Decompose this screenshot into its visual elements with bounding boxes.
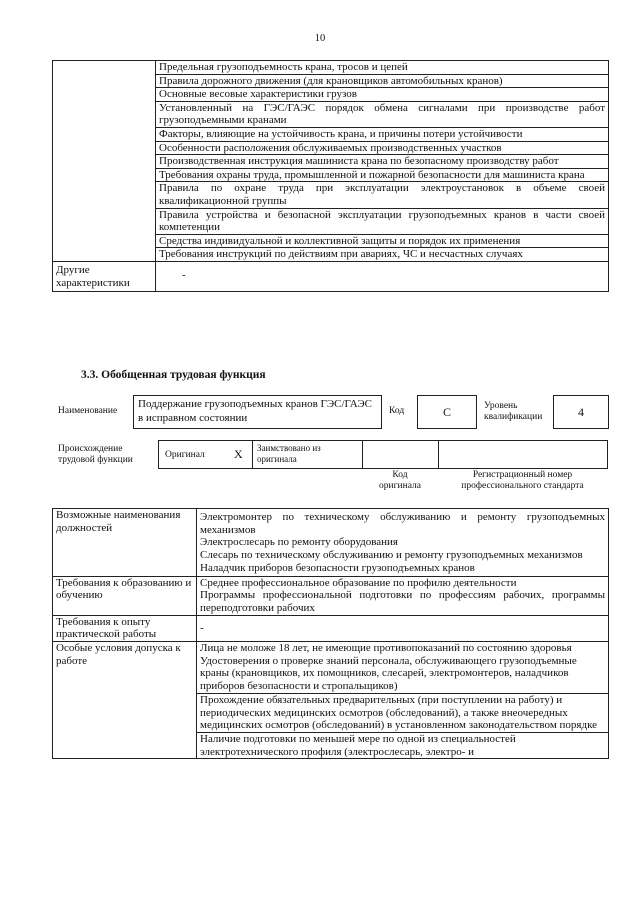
- conditions-label: Особые условия допуска к работе: [53, 642, 197, 759]
- position-item: Наладчик приборов безопасности грузоподъемных кранов: [200, 561, 475, 574]
- name-value: Поддержание грузоподъемных кранов ГЭС/ГАЭС в исправном состоянии: [133, 395, 382, 429]
- page-number: 10: [314, 33, 326, 44]
- knowledge-item: Факторы, влияющие на устойчивость крана, и причины потери устойчивости: [156, 127, 609, 141]
- level-label: Уровень квалификации: [484, 401, 543, 422]
- knowledge-item: Предельная грузоподъемность крана, тросов и цепей: [156, 61, 609, 75]
- level-value: 4: [553, 395, 609, 429]
- knowledge-item: Требования инструкций по действиям при авариях, ЧС и несчастных случаях: [156, 248, 609, 262]
- knowledge-item: Средства индивидуальной и коллективной защиты и порядок их применения: [156, 234, 609, 248]
- education-item: Программы профессиональной подготовки по профессиям рабочих, программы переподготовки рабочих: [200, 589, 605, 614]
- condition-item: Удостоверения о проверке знаний персонала, обслуживающего грузоподъемные краны (крановщиков, их помощников, слесарей, электромонтеров, наладчиков приборов безопасности и стропальщиков): [200, 654, 577, 693]
- knowledge-item: Установленный на ГЭС/ГАЭС порядок обмена сигналами при производстве работ грузоподъемными кранами: [156, 101, 609, 127]
- origin-row: [158, 440, 608, 469]
- table-row: [53, 615, 609, 641]
- table-row: [53, 509, 609, 577]
- conditions-cell: [197, 642, 609, 759]
- condition-item: Лица не моложе 18 лет, не имеющие противопоказаний по состоянию здоровья: [200, 642, 572, 655]
- positions-label: Возможные наименования должностей: [53, 509, 197, 577]
- section-title: 3.3. Обобщенная трудовая функция: [81, 369, 266, 381]
- knowledge-item: Правила по охране труда при эксплуатации электроустановок в объеме своей квалификационной группы: [156, 182, 609, 208]
- divider: [252, 441, 253, 468]
- positions-cell: [197, 509, 609, 577]
- code-original-caption: Код оригинала: [379, 470, 421, 491]
- other-characteristics-value: -: [156, 261, 609, 291]
- experience-value: -: [197, 615, 609, 641]
- condition-item: Наличие подготовки по меньшей мере по одной из специальностей электротехнического профиля (электрослесарь, электро- и: [197, 732, 608, 758]
- function-table: [52, 508, 609, 759]
- original-label: Оригинал: [165, 450, 205, 460]
- code-value: C: [417, 395, 477, 429]
- knowledge-item: Особенности расположения обслуживаемых производственных участков: [156, 141, 609, 155]
- position-item: Электромонтер по техническому обслуживанию и ремонту грузоподъемных механизмов: [200, 511, 605, 536]
- name-label: Наименование: [58, 406, 118, 416]
- divider: [438, 441, 439, 468]
- condition-item: Прохождение обязательных предварительных (при поступлении на работу) и периодических медицинских осмотров (обследований), а также внеочередных медицинских осмотров (обследований) в установленном законодательством порядке: [197, 693, 608, 732]
- borrowed-label: Заимствовано из оригинала: [257, 443, 321, 464]
- experience-label: Требования к опыту практической работы: [53, 615, 197, 641]
- knowledge-item: Правила устройства и безопасной эксплуатации грузоподъемных кранов в части своей компетенции: [156, 208, 609, 234]
- education-label: Требования к образованию и обучению: [53, 576, 197, 615]
- knowledge-item: Производственная инструкция машиниста крана по безопасному производству работ: [156, 155, 609, 169]
- code-label: Код: [389, 406, 405, 416]
- original-mark: X: [234, 447, 243, 461]
- other-characteristics-label: Другие характеристики: [53, 261, 156, 291]
- knowledge-item: Основные весовые характеристики грузов: [156, 88, 609, 102]
- education-cell: [197, 576, 609, 615]
- origin-label: Происхождение трудовой функции: [58, 444, 133, 465]
- knowledge-item: Требования охраны труда, промышленной и пожарной безопасности для машиниста крана: [156, 168, 609, 182]
- knowledge-label-cell: [53, 61, 156, 262]
- reg-number-caption: Регистрационный номер профессионального стандарта: [461, 470, 584, 491]
- knowledge-table: [52, 60, 609, 292]
- table-row: [53, 576, 609, 615]
- education-item: Среднее профессиональное образование по профилю деятельности: [200, 576, 517, 589]
- position-item: Электрослесарь по ремонту оборудования: [200, 536, 398, 549]
- table-row: [53, 642, 609, 759]
- knowledge-item: Правила дорожного движения (для крановщиков автомобильных кранов): [156, 74, 609, 88]
- divider: [362, 441, 363, 468]
- position-item: Слесарь по техническому обслуживанию и ремонту грузоподъемных механизмов: [200, 549, 583, 562]
